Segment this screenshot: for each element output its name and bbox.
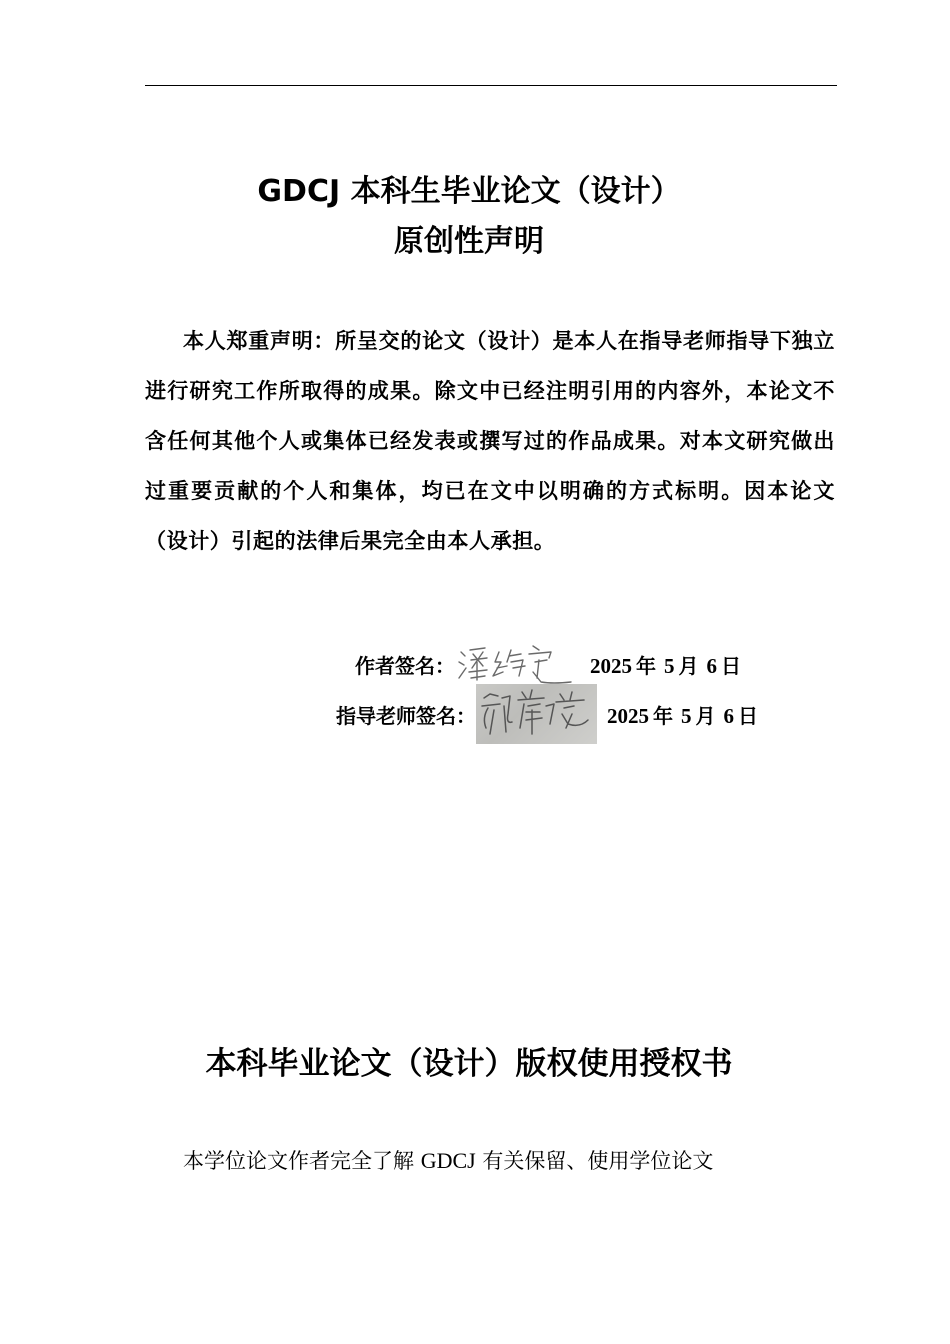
authorization-intro: 本学位论文作者完全了解 GDCJ 有关保留、使用学位论文 xyxy=(183,1148,714,1173)
declaration-subtitle: 原创性声明 xyxy=(394,224,544,259)
advisor-handwritten-signature xyxy=(476,684,597,744)
author-handwritten-signature xyxy=(455,638,580,690)
advisor-signature-row xyxy=(336,684,766,744)
author-sign-date: 2025 年 5 月 6 日 xyxy=(590,653,741,678)
header-rule xyxy=(145,85,837,86)
advisor-sign-label: 指导老师签名： xyxy=(336,703,476,728)
authorization-title: 本科毕业论文（设计）版权使用授权书 xyxy=(205,1046,733,1082)
author-sign-label: 作者签名： xyxy=(355,653,455,678)
declaration-body: 本人郑重声明：所呈交的论文（设计）是本人在指导老师指导下独立进行研究工作所取得的成果。除文中已经注明引用的内容外，本论文不含任何其他个人或集体已经发表或撰写过的作品成果。对本文研究做出过重要贡献的个人和集体，均已在文中以明确的方式标明。因本论文（设计）引起的法律后果完全由本人承担。 xyxy=(145,329,835,553)
declaration-title: GDCJ 本科生毕业论文（设计） xyxy=(257,174,681,209)
advisor-sign-date: 2025 年 5 月 6 日 xyxy=(607,703,758,728)
